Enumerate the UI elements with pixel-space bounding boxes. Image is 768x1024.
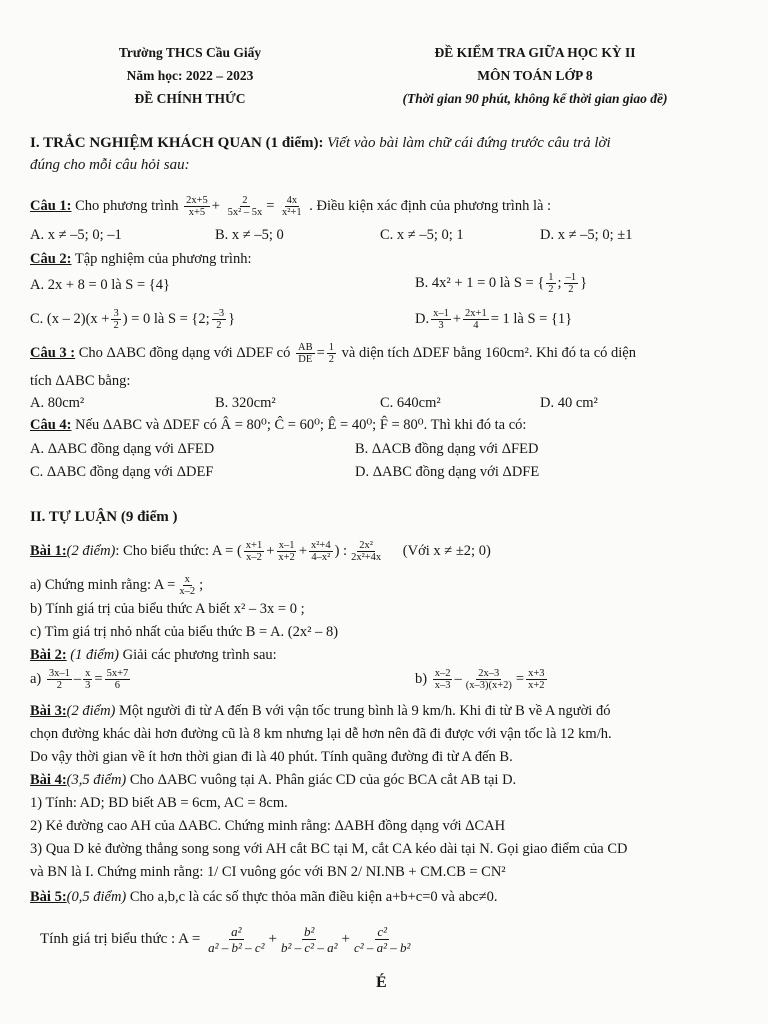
bai4-q2: 2) Kẻ đường cao AH của ΔABC. Chứng minh rằng: ΔABH đồng dạng với ΔCAH (30, 818, 506, 834)
bai1-label: Bài 1: (30, 542, 67, 559)
bai4-line-1: Bài 4:(3,5 điểm) Cho ΔABC vuông tại A. Phân giác CD của góc BCA cắt AB tại D. (30, 772, 517, 788)
bai5-line-1: Bài 5:(0,5 điểm) Cho a,b,c là các số thực thỏa mãn điều kiện a+b+c=0 và abc≠0. (30, 889, 498, 905)
bai5-expression: Tính giá trị biểu thức : A = $\frac{\text{a²}}{\text{a² – b² – c²}}$ + $\frac{\text{b²}}{\text{b² – c² – a²}}$ + $\frac{\text{c²}}{\text{c² – a² – b²}}$ (40, 924, 411, 955)
bai4-label: Bài 4: (30, 772, 67, 788)
q3-option-c: C. 640cm² (380, 395, 441, 411)
exam-title: ĐỀ KIỂM TRA GIỮA HỌC KỲ II (434, 45, 636, 60)
q1-fraction-1: $\frac{2x+5}{x+5}$ (186, 195, 208, 218)
q4-option-c: C. ΔABC đồng dạng với ΔDEF (30, 464, 214, 480)
bai3-line-1: Bài 3:(2 điểm) Một người đi từ A đến B với vận tốc trung bình là 9 km/h. Khi đi từ B về A người đó (30, 703, 611, 719)
part2-title: II. TỰ LUẬN (9 điểm ) (30, 509, 178, 525)
q2-option-a: A. 2x + 8 = 0 là S = {4} (30, 277, 170, 293)
q2-question (30, 250, 251, 268)
part1-heading (30, 134, 611, 152)
bai1-question: Bài 1:(2 điểm): Cho biểu thức: A = ( $\frac{x+1}{x-2}$ + $\frac{x-1}{x+2}$ + $\frac{\text{x²+4}}{\text{4–x²}}$ ) : $\frac{\text{2x²}}{\text{2x²+4x}}$ (Với x ≠ ±2; 0) (30, 540, 491, 563)
q3-question: Câu 3 : Cho ΔABC đồng dạng với ΔDEF có $\frac{AB}{DE}$ = $\frac{1}{2}$ và diện tích ΔDEF bằng 160cm². Khi đó ta có diện (30, 342, 636, 365)
bai1-part-c: c) Tìm giá trị nhỏ nhất của biểu thức B = A. (2x² – 8) (30, 624, 339, 640)
q1-text: Cho phương trình (75, 197, 179, 214)
q1-text-post: . Điều kiện xác định của phương trình là : (309, 197, 552, 214)
bai4-q3-line-1: 3) Qua D kẻ đường thẳng song song với AH cắt BC tại M, cắt CA kéo dài tại N. Gọi giao điểm của CD (30, 841, 628, 857)
q2-option-c: C. (x – 2)(x + $\frac{3}{2}$ ) = 0 là S = {2; $\frac{-3}{2}$ } (30, 308, 236, 331)
q1-option-c: C. x ≠ –5; 0; 1 (380, 227, 464, 243)
footer-mark: É (376, 974, 387, 991)
q2-text: Tập nghiệm của phương trình: (74, 251, 252, 267)
q4-option-b: B. ΔACB đồng dạng với ΔFED (355, 441, 539, 457)
part1-title: I. TRẮC NGHIỆM KHÁCH QUAN (1 điểm): (30, 135, 324, 151)
q1-option-a: A. x ≠ –5; 0; –1 (30, 227, 122, 243)
part1-instruction: Viết vào bài làm chữ cái đứng trước câu trả lời (327, 135, 611, 151)
q4-label: Câu 4: (30, 417, 72, 433)
q3-option-b: B. 320cm² (215, 395, 276, 411)
q2-option-b: B. 4x² + 1 = 0 là S = { $\frac{1}{2}$ ; $\frac{-1}{2}$ } (415, 272, 588, 295)
q1-fraction-3: $\frac{4x}{\text{x²+1}}$ (282, 195, 302, 218)
bai3-line-3: Do vậy thời gian về ít hơn thời gian đi là 40 phút. Tính quãng đường đi từ A đến B. (30, 749, 513, 765)
q4-question: Câu 4: Nếu ΔABC và ΔDEF có Â = 80⁰; Ĉ = 60⁰; Ê = 40⁰; F̂ = 80⁰. Thì khi đó ta có: (30, 417, 527, 433)
bai2-equation-a: a) $\frac{3x-1}{2}$ – $\frac{x}{3}$ = $\frac{5x+7}{6}$ (30, 668, 129, 691)
q1-label: Câu 1: (30, 197, 72, 214)
subject-title: MÔN TOÁN LỚP 8 (477, 68, 593, 83)
q1-fraction-2: $\frac{2}{\text{5x² – 5x}}$ (227, 195, 263, 218)
bai1-part-b: b) Tính giá trị của biểu thức A biết x² – 3x = 0 ; (30, 601, 305, 617)
bai1-part-a: a) Chứng minh rằng: A = $\frac{x}{x-2}$ ; (30, 574, 204, 597)
q3-text-2: tích ΔABC bằng: (30, 373, 131, 389)
time-note: (Thời gian 90 phút, không kể thời gian giao đề) (402, 91, 668, 106)
bai2-question: Bài 2: (1 điểm) Giải các phương trình sau: (30, 647, 277, 663)
part1-instruction-2: đúng cho mỗi câu hỏi sau: (30, 157, 190, 173)
q2-option-d: D. $\frac{x-1}{3}$ + $\frac{2x+1}{4}$ = 1 là S = {1} (415, 308, 573, 331)
q3-option-d: D. 40 cm² (540, 395, 598, 411)
q1-question: Câu 1: Cho phương trình $\frac{2x+5}{x+5}$ + $\frac{2}{\text{5x² – 5x}}$ = $\frac{4x}{\text{x²+1}}$ . Điều kiện xác định của phương trình là : (30, 195, 552, 218)
q1-option-d: D. x ≠ –5; 0; ±1 (540, 227, 633, 243)
bai2-equation-b: b) $\frac{x-2}{x-3}$ – $\frac{2x-3}{(x-3)(x+2)}$ = $\frac{x+3}{x+2}$ (415, 668, 545, 691)
q3-option-a: A. 80cm² (30, 395, 85, 411)
bai5-label: Bài 5: (30, 889, 67, 905)
bai2-label: Bài 2: (30, 647, 67, 663)
school-name: Trường THCS Cầu Giấy (118, 45, 262, 60)
bai3-label: Bài 3: (30, 703, 67, 719)
q1-option-b: B. x ≠ –5; 0 (215, 227, 284, 243)
q4-option-d: D. ΔABC đồng dạng với ΔDFE (355, 464, 540, 480)
bai3-line-2: chọn đường khác dài hơn đường cũ là 8 km nhưng lại dễ hơn nên đã đi được với vận tốc là 12 km/h. (30, 726, 612, 742)
bai4-q3-line-2: và BN là I. Chứng minh rằng: 1/ CI vuông góc với BN 2/ NI.NB + CM.CB = CN² (30, 864, 506, 880)
bai4-q1: 1) Tính: AD; BD biết AB = 6cm, AC = 8cm. (30, 795, 288, 811)
official-label: ĐỀ CHÍNH THỨC (134, 91, 246, 106)
q2-label: Câu 2: (30, 251, 72, 267)
q3-label: Câu 3 : (30, 344, 76, 361)
school-year: Năm học: 2022 – 2023 (126, 68, 254, 83)
q4-option-a: A. ΔABC đồng dạng với ΔFED (30, 441, 215, 457)
